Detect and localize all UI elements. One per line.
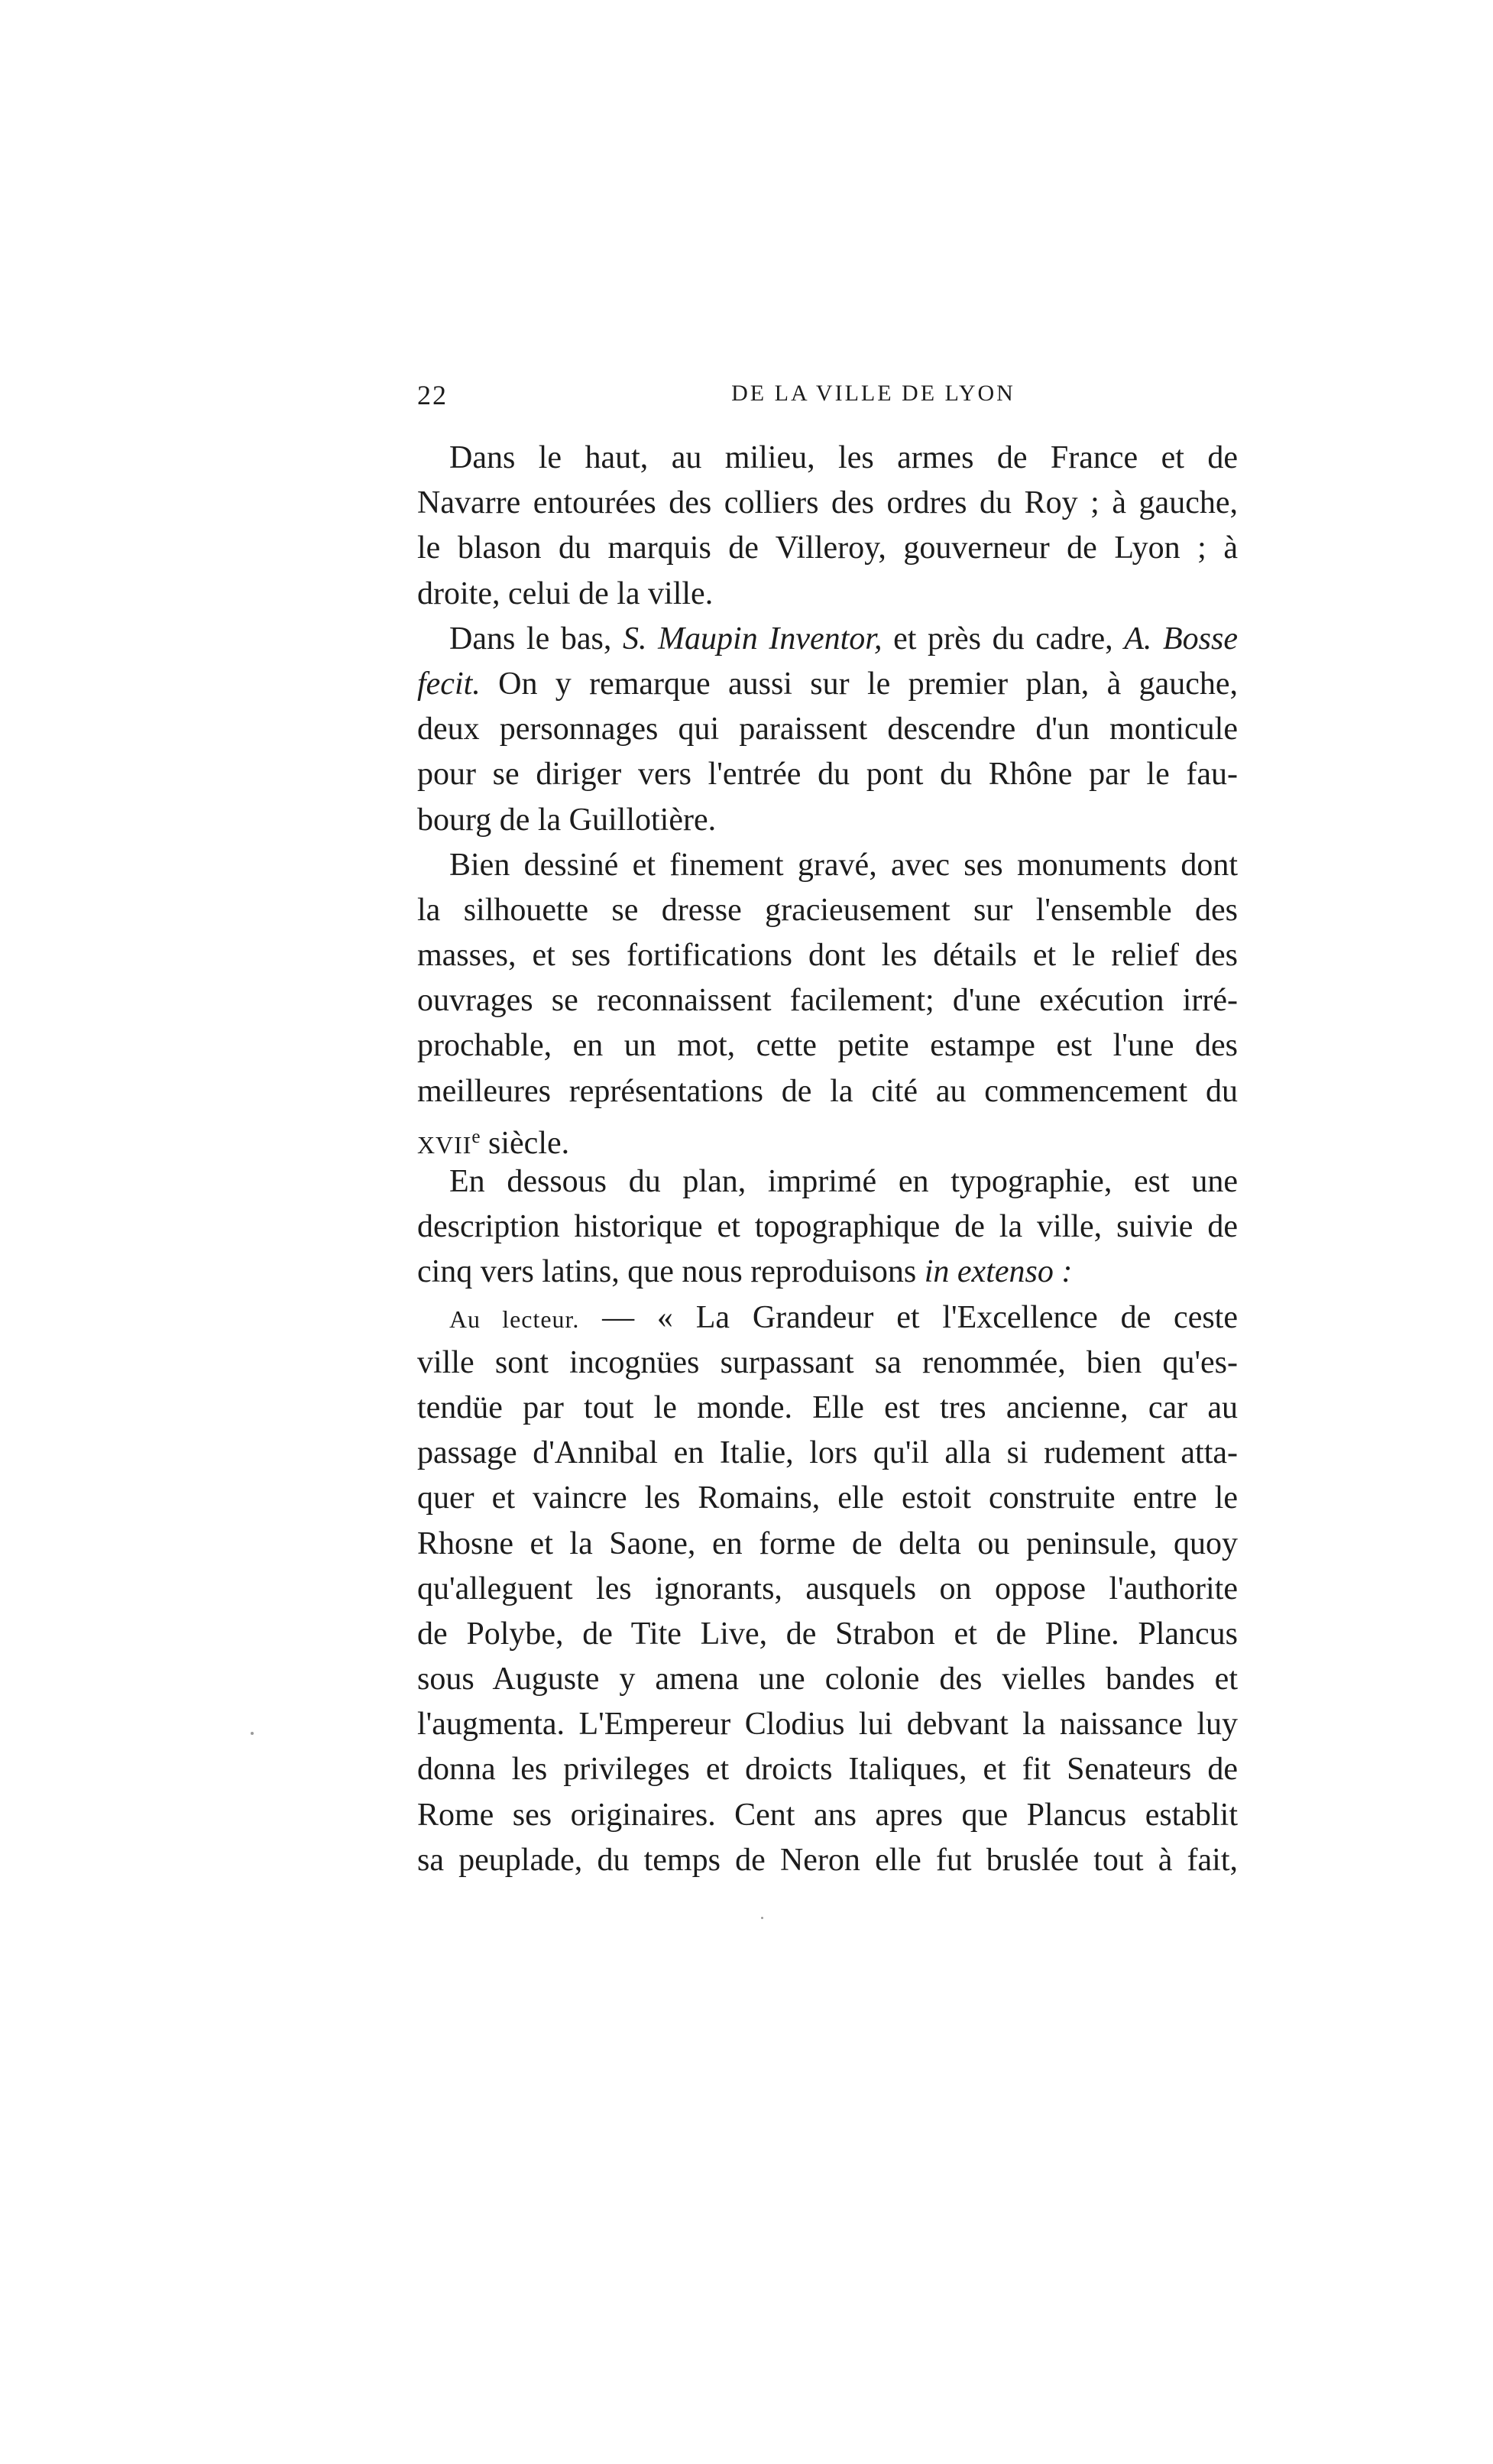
superscript: e <box>471 1126 481 1147</box>
text-line: Dans le haut, au milieu, les armes de France et de <box>449 440 1238 475</box>
text-line: ville sont incognües surpassant sa renommée, bien qu'es- <box>417 1344 1238 1380</box>
text-line <box>417 617 1238 662</box>
paragraph-1 <box>417 436 1238 617</box>
engraver-credit: A. Bosse <box>1124 621 1238 657</box>
text-line: prochable, en un mot, cette petite estampe est l'une des <box>417 1028 1238 1064</box>
text-line <box>417 1295 1238 1341</box>
text-run: cinq vers latins, que nous reproduisons <box>417 1254 925 1290</box>
paragraph-5 <box>417 1295 1238 1883</box>
text-line <box>417 1250 1238 1295</box>
text-line: bourg de la Guillotière. <box>417 802 717 838</box>
text-line: Bien dessiné et finement gravé, avec ses monuments dont <box>449 847 1238 883</box>
text-run: On y remarque aussi sur le premier plan, à gauche, <box>480 666 1238 702</box>
text-line <box>417 662 1238 707</box>
text-line: En dessous du plan, imprimé en typographie, est une <box>449 1164 1238 1199</box>
page-number: 22 <box>417 380 448 410</box>
text-line: la silhouette se dresse gracieusement sur l'ensemble des <box>417 892 1238 928</box>
century-numeral: XVII <box>417 1131 472 1159</box>
paragraph-4 <box>417 1159 1238 1295</box>
text-run: et près du cadre, <box>882 621 1125 657</box>
text-run: — « La Grandeur et l'Excellence de ceste <box>579 1299 1238 1335</box>
text-line: le blason du marquis de Villeroy, gouverneur de Lyon ; à <box>417 530 1238 566</box>
engraver-credit: fecit. <box>417 666 481 702</box>
italic-phrase: in extenso : <box>924 1254 1073 1290</box>
text-line: sa peuplade, du temps de Neron elle fut bruslée tout à fait, <box>417 1842 1238 1878</box>
text-line: masses, et ses fortifications dont les détails et le relief des <box>417 938 1238 974</box>
text-line: qu'alleguent les ignorants, ausquels on oppose l'authorite <box>417 1571 1238 1606</box>
text-line: quer et vaincre les Romains, elle estoit construite entre le <box>417 1480 1238 1516</box>
text-line: ouvrages se reconnaissent facilement; d'une exécution irré- <box>417 983 1238 1019</box>
text-line: passage d'Annibal en Italie, lors qu'il alla si rudement atta- <box>417 1435 1238 1471</box>
paper-speck <box>761 1917 763 1919</box>
text-line: pour se diriger vers l'entrée du pont du Rhône par le fau- <box>417 757 1238 793</box>
paragraph-3 <box>417 843 1238 1159</box>
body-text <box>417 436 1238 1883</box>
engraver-credit: S. Maupin Inventor, <box>622 621 883 657</box>
text-line: sous Auguste y amena une colonie des vielles bandes et <box>417 1662 1238 1697</box>
text-line: de Polybe, de Tite Live, de Strabon et de Pline. Plancus <box>417 1616 1238 1652</box>
small-caps-heading: Au lecteur. <box>449 1305 580 1333</box>
text-line: meilleures représentations de la cité au commencement du <box>417 1073 1238 1109</box>
text-line: description historique et topographique de la ville, suivie de <box>417 1209 1238 1245</box>
running-head <box>417 379 1238 425</box>
text-line: Rome ses originaires. Cent ans apres que Plancus establit <box>417 1797 1238 1833</box>
text-line: donna les privileges et droicts Italiques, et fit Senateurs de <box>417 1752 1238 1788</box>
running-title: DE LA VILLE DE LYON <box>731 381 1015 406</box>
text-line: tendüe par tout le monde. Elle est tres ancienne, car au <box>417 1389 1238 1425</box>
text-line: Navarre entourées des colliers des ordres du Roy ; à gauche, <box>417 485 1238 521</box>
text-line: Rhosne et la Saone, en forme de delta ou peninsule, quoy <box>417 1525 1238 1561</box>
text-line <box>417 1114 1238 1159</box>
text-line: deux personnages qui paraissent descendre d'un monticule <box>417 712 1238 747</box>
paragraph-2 <box>417 617 1238 843</box>
text-line: l'augmenta. L'Empereur Clodius lui debvant la naissance luy <box>417 1707 1238 1743</box>
paper-speck <box>251 1732 254 1735</box>
text-run: Dans le bas, <box>449 621 623 657</box>
text-line: droite, celui de la ville. <box>417 575 714 611</box>
text-run: siècle. <box>480 1125 570 1159</box>
